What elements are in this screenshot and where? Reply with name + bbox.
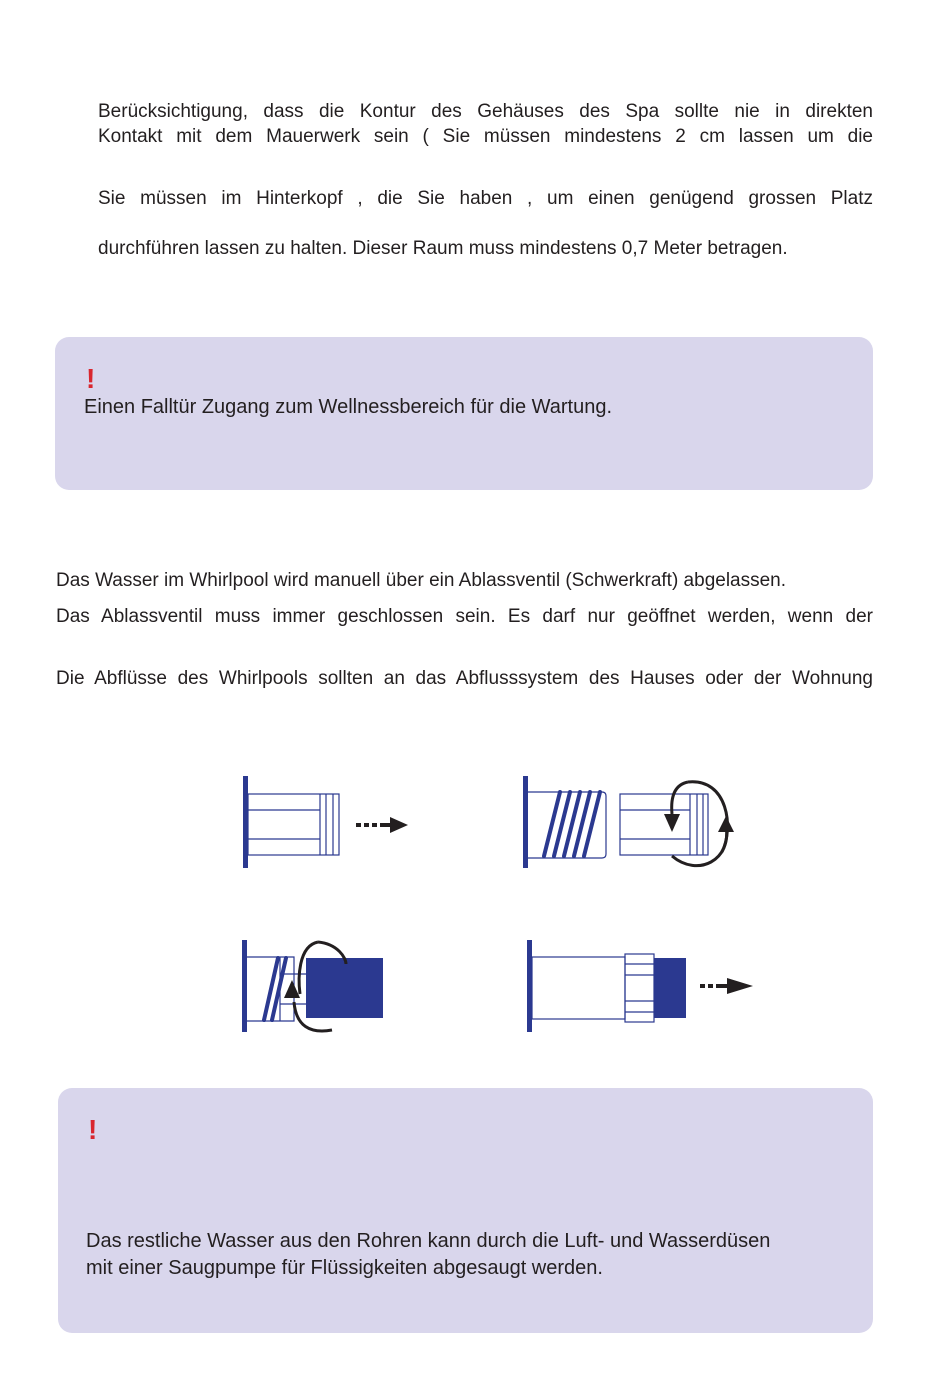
body-line: Das Wasser im Whirlpool wird manuell über ein Ablassventil (Schwerkraft) abgelassen. (56, 570, 787, 591)
notice-text: Einen Falltür Zugang zum Wellnessbereich für die Wartung. (84, 396, 613, 418)
warning-icon: ! (86, 363, 96, 394)
body-line: Das Ablassventil muss immer geschlossen sein. Es darf nur geöffnet werden, wenn der (56, 606, 873, 627)
valve-unscrew-cap-icon (520, 770, 740, 880)
notice-box (55, 337, 873, 490)
notice-box (58, 1088, 873, 1333)
body-line: Kontakt mit dem Mauerwerk sein ( Sie müssen mindestens 2 cm lassen um die (98, 126, 873, 147)
notice-text: Das restliche Wasser aus den Rohren kann durch die Luft- und Wasserdüsen (86, 1230, 771, 1252)
valve-pull-out-icon (240, 770, 420, 875)
body-line: durchführen lassen zu halten. Dieser Raum muss mindestens 0,7 Meter betragen. (98, 238, 788, 259)
warning-icon: ! (88, 1114, 98, 1145)
hose-screw-on-icon (238, 934, 388, 1039)
body-line: Sie müssen im Hinterkopf , die Sie haben , um einen genügend grossen Platz (98, 188, 873, 209)
body-line: Berücksichtigung, dass die Kontur des Gehäuses des Spa sollte nie in direkten (98, 101, 873, 122)
body-line: Die Abflüsse des Whirlpools sollten an das Abflusssystem des Hauses oder der Wohnung (56, 668, 873, 689)
hose-attached-pull-icon (524, 934, 759, 1039)
notice-text: mit einer Saugpumpe für Flüssigkeiten abgesaugt werden. (86, 1257, 603, 1279)
